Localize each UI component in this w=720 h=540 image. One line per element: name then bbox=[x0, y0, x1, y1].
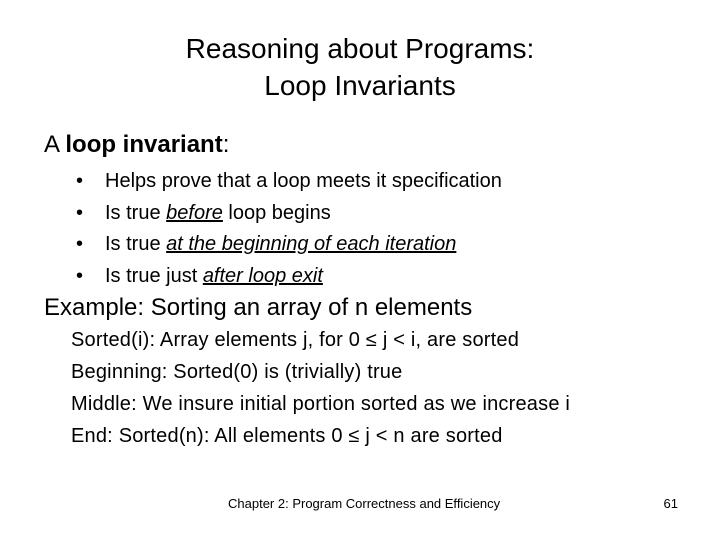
heading-term: loop invariant bbox=[65, 131, 223, 158]
example-line: Sorted(i): Array elements j, for 0 ≤ j < i, are sorted bbox=[71, 329, 520, 351]
example-lines bbox=[71, 324, 570, 452]
bullet-item bbox=[76, 229, 502, 261]
slide-title bbox=[0, 30, 720, 104]
bullet-text-emphasis: at the beginning of each iteration bbox=[166, 233, 457, 255]
bullet-text: Helps prove that a loop meets it specification bbox=[105, 170, 502, 192]
heading-suffix: : bbox=[222, 131, 230, 158]
bullet-text-post: loop begins bbox=[222, 201, 331, 224]
example-line: Beginning: Sorted(0) is (trivially) true bbox=[71, 361, 403, 383]
bullet-item bbox=[76, 166, 502, 198]
bullet-item bbox=[76, 261, 502, 293]
bullet-text-pre: Is true just bbox=[105, 264, 203, 287]
bullet-text-pre: Is true bbox=[105, 233, 167, 255]
heading-prefix: A bbox=[44, 131, 66, 158]
example-heading: Example: Sorting an array of n elements bbox=[44, 294, 473, 321]
bullet-item bbox=[76, 198, 502, 230]
footer-chapter-text: Chapter 2: Program Correctness and Efficiency bbox=[228, 496, 501, 511]
bullet-text-emphasis: before bbox=[166, 201, 223, 224]
bullet-text-pre: Is true bbox=[105, 201, 167, 224]
page-number: 61 bbox=[663, 496, 678, 511]
title-line-1: Reasoning about Programs: bbox=[185, 33, 535, 64]
example-line: End: Sorted(n): All elements 0 ≤ j < n are sorted bbox=[71, 425, 503, 447]
invariant-bullet-list bbox=[76, 166, 502, 292]
bullet-text-emphasis: after loop exit bbox=[202, 264, 323, 287]
loop-invariant-heading bbox=[44, 130, 229, 160]
title-line-2: Loop Invariants bbox=[264, 70, 456, 101]
example-line: Middle: We insure initial portion sorted as we increase i bbox=[71, 393, 571, 415]
